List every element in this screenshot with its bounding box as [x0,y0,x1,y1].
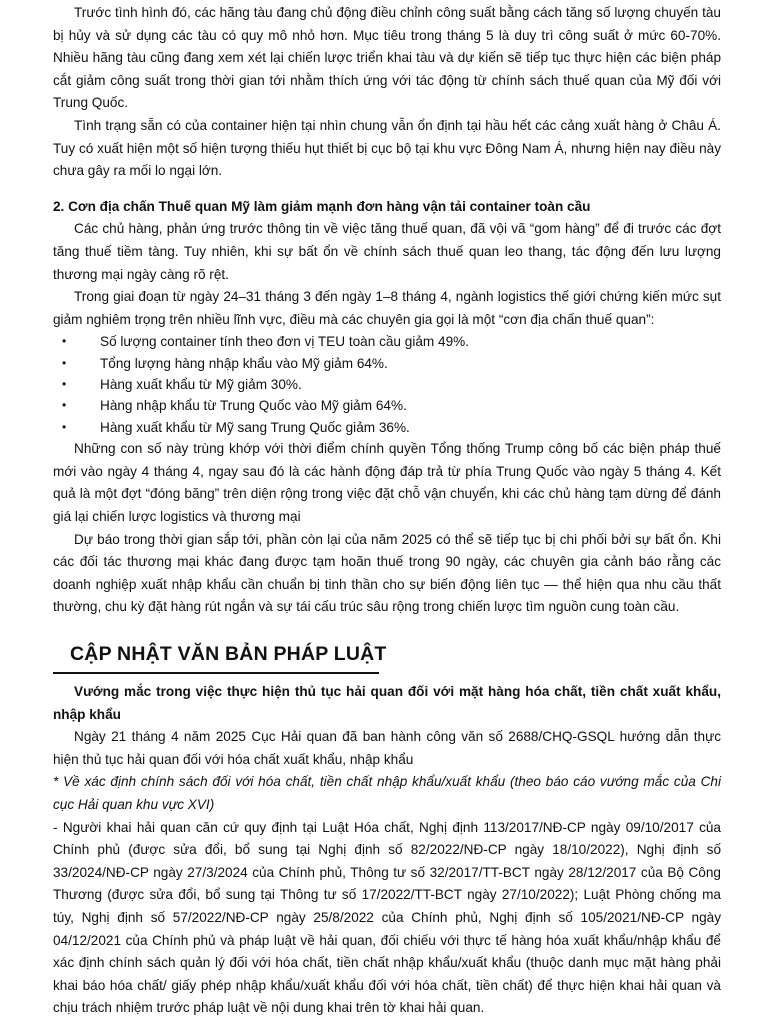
document-content [53,2,721,1020]
section-2-paragraph-1: Các chủ hàng, phản ứng trước thông tin về việc tăng thuế quan, đã vội vã “gom hàng” để đi trước các đợt tăng thuế tiềm tàng. Tuy nhiên, khi sự bất ổn về chính sách thuế quan leo thang, tác động đến lưu lượng thương mại ngày càng rõ rệt. [53,221,721,282]
intro-paragraph-2: Tình trạng sẵn có của container hiện tại nhìn chung vẫn ổn định tại hầu hết các cảng xuất hàng ở Châu Á. Tuy có xuất hiện một số hiện tượng thiếu hụt thiết bị cục bộ tại khu vực Đông Nam Á, nhưng hiện nay điều này chưa gây ra mối lo ngại lớn. [53,117,721,179]
legal-italic-note: * Về xác định chính sách đối với hóa chất, tiền chất nhập khẩu/xuất khẩu (theo báo cáo vướng mắc của Chi cục Hải quan khu vực XVI) [53,774,721,812]
section-2-paragraph-3: Những con số này trùng khớp với thời điểm chính quyền Tổng thống Trump công bố các biện pháp thuế mới vào ngày 4 tháng 4, ngay sau đó là các hành động đáp trả từ phía Trung Quốc vào ngày 5 tháng 4. Kết quả là một đợt “đóng băng” trên diện rộng trong việc đặt chỗ vận chuyển, khi các chủ hàng tạm dừng để đánh giá lại chiến lược logistics và thương mại [53,441,721,525]
statistics-bullet-list [53,331,721,438]
legal-body-paragraph: - Người khai hải quan căn cứ quy định tại Luật Hóa chất, Nghị định 113/2017/NĐ-CP ngày 09/10/2017 của Chính phủ (được sửa đổi, bổ sung tại Nghị định số 82/2022/NĐ-CP ngày 18/10/2022), Nghị định số 33/2024/NĐ-CP ngày 27/3/2024 của Chính phủ, Thông tư số 32/2017/TT-BCT ngày 28/12/2017 của Bộ Công Thương (được sửa đổi, bổ sung tại Thông tư số 17/2022/TT-BCT ngày 27/10/2022); Luật Phòng chống ma túy, Nghị định số 57/2022/NĐ-CP ngày 25/8/2022 của Chính phủ, Nghị định số 105/2021/NĐ-CP ngày 04/12/2021 của Chính phủ và pháp luật về hải quan, đối chiếu với thực tế hàng hóa xuất khẩu/nhập khẩu để xác định chính sách quản lý đối với hóa chất, tiền chất nhập khẩu/xuất khẩu (thuộc danh mục mặt hàng phải khai báo hóa chất/ giấy phép nhập khẩu/xuất khẩu đối với hóa chất, tiền chất) để thực hiện khai hải quan và chịu trách nhiệm trước pháp luật về nội dung khai trên tờ khai hải quan. [53,819,721,1016]
legal-intro-paragraph: Ngày 21 tháng 4 năm 2025 Cục Hải quan đã ban hành công văn số 2688/CHQ-GSQL hướng dẫn thực hiện thủ tục hải quan đối với hóa chất xuất khẩu, nhập khẩu [53,729,721,767]
bullet-item: • Hàng xuất khẩu từ Mỹ sang Trung Quốc giảm 36%. [53,417,721,438]
section-2-heading: 2. Cơn địa chấn Thuế quan Mỹ làm giảm mạnh đơn hàng vận tải container toàn cầu [53,198,591,214]
legal-section-title-text: CẬP NHẬT VĂN BẢN PHÁP LUẬT [70,643,387,666]
intro-paragraph-1: Trước tình hình đó, các hãng tàu đang chủ động điều chỉnh công suất bằng cách tăng số lượng chuyến tàu bị hủy và sử dụng các tàu có quy mô nhỏ hơn. Mục tiêu trong tháng 5 là duy trì công suất ở mức 60-70%. Nhiều hãng tàu cũng đang xem xét lại chiến lược triển khai tàu và dự kiến sẽ tiếp tục thực hiện các biện pháp cắt giảm công suất trong thời gian tới nhằm thích ứng với tác động từ chính sách thuế quan của Mỹ đối với Trung Quốc. [53,5,721,111]
legal-article-heading: Vướng mắc trong việc thực hiện thủ tục hải quan đối với mặt hàng hóa chất, tiền chất xuất khẩu, nhập khẩu [53,684,721,722]
bullet-item: • Số lượng container tính theo đơn vị TEU toàn cầu giảm 49%. [53,331,721,352]
bullet-item: • Hàng nhập khẩu từ Trung Quốc vào Mỹ giảm 64%. [53,395,721,416]
bullet-item: • Hàng xuất khẩu từ Mỹ giảm 30%. [53,374,721,395]
legal-section-title [53,639,721,677]
title-underline [53,672,379,674]
section-2-paragraph-4: Dự báo trong thời gian sắp tới, phần còn lại của năm 2025 có thể sẽ tiếp tục bị chi phối bởi sự bất ổn. Khi các đối tác thương mại khác đang được tạm hoãn thuế trong 90 ngày, các chuyên gia cảnh báo rằng các doanh nghiệp xuất nhập khẩu cần chuẩn bị tinh thần cho sự biến động liên tục — thể hiện qua nhu cầu thất thường, chu kỳ đặt hàng rút ngắn và sự tái cấu trúc sâu rộng trong chiến lược tìm nguồn cung toàn cầu. [53,531,721,615]
bullet-item: • Tổng lượng hàng nhập khẩu vào Mỹ giảm 64%. [53,353,721,374]
section-2-paragraph-2: Trong giai đoạn từ ngày 24–31 tháng 3 đến ngày 1–8 tháng 4, ngành logistics thế giới chứng kiến mức sụt giảm nghiêm trọng trên nhiều lĩnh vực, điều mà các chuyên gia gọi là một “cơn địa chấn thuế quan”: [53,289,721,327]
